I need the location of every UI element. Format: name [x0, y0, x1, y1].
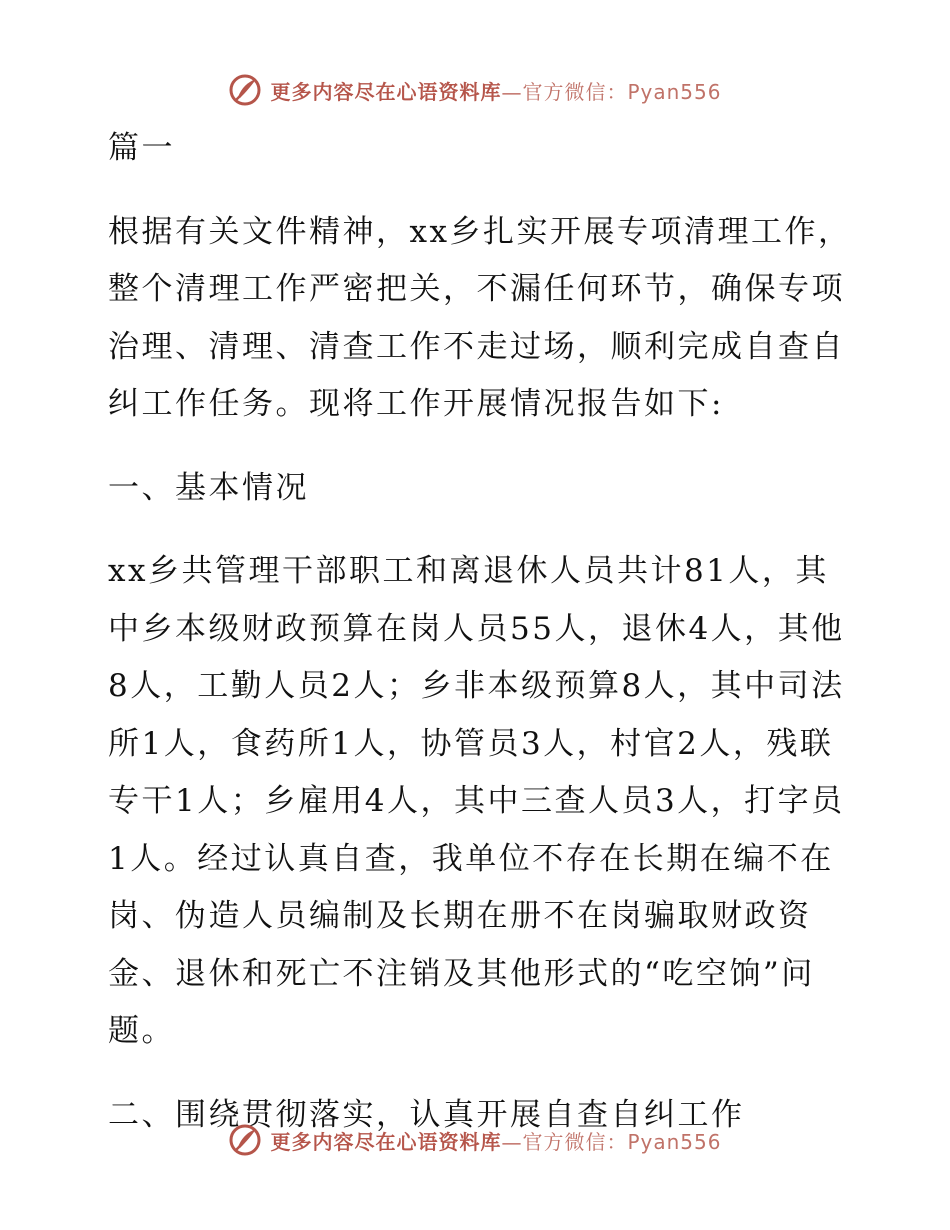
heading-self-inspection: 二、围绕贯彻落实，认真开展自查自纠工作	[108, 1096, 745, 1133]
section-title: 篇一	[108, 130, 175, 166]
watermark-text: 更多内容尽在心语资料库—官方微信：Pyan556	[270, 1129, 722, 1154]
watermark-banner-bottom	[0, 1118, 950, 1162]
watermark-banner-top	[0, 68, 950, 112]
intro-paragraph: 根据有关文件精神，xx乡扎实开展专项清理工作，整个清理工作严密把关，不漏任何环节，确保专项治理、清理、清查工作不走过场，顺利完成自查自纠工作任务。现将工作开展情况报告如下:	[108, 213, 852, 422]
heading-basic-situation: 一、基本情况	[108, 469, 309, 506]
paragraph-basic-situation: xx乡共管理干部职工和离退休人员共计81人，其中乡本级财政预算在岗人员55人，退休4人，其他8人，工勤人员2人；乡非本级预算8人，其中司法所1人，食药所1人，协管员3人，村官2人，残联专干1人；乡雇用4人，其中三查人员3人，打字员1人。经过认真自查，我单位不存在长期在编不在岗、伪造人员编制及长期在册不在岗骗取财政资金、退休和死亡不注销及其他形式的“吃空饷”问题。	[108, 553, 845, 1049]
document-body	[98, 120, 858, 1170]
red-quill-logo-icon	[228, 73, 262, 107]
watermark-text: 更多内容尽在心语资料库—官方微信：Pyan556	[270, 79, 722, 104]
red-quill-logo-icon	[228, 1123, 262, 1157]
